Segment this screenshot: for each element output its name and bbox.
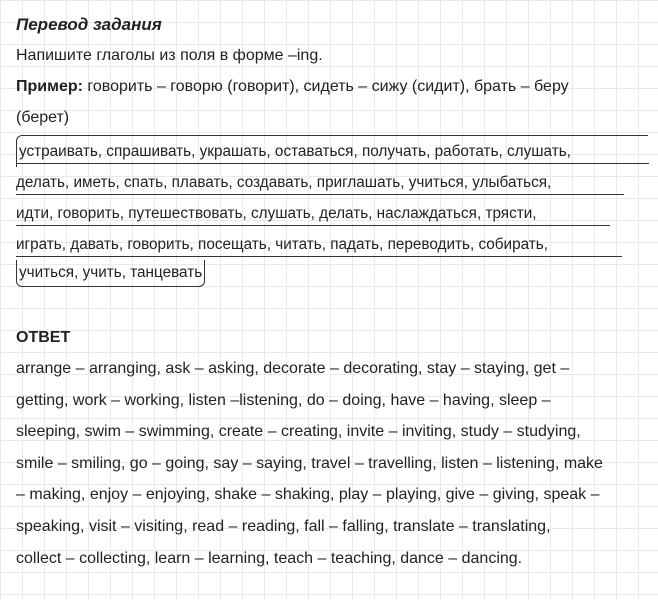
word-box-line: идти, говорить, путешествовать, слушать, делать, наслаждаться, трясти, xyxy=(16,198,648,229)
answer-line: collect – collecting, learn – learning, teach – teaching, dance – dancing. xyxy=(16,549,523,567)
example-text: говорить – говорю (говорит), сидеть – сижу (сидит), брать – беру xyxy=(82,78,569,95)
example-label: Пример: xyxy=(16,78,83,95)
word-box-line: делать, иметь, спать, плавать, создавать, приглашать, учиться, улыбаться, xyxy=(16,167,648,198)
document-page xyxy=(16,10,652,574)
example-line-continued: (берет) xyxy=(16,109,70,126)
word-box xyxy=(16,135,648,287)
answer-line: speaking, visit – visiting, read – reading, fall – falling, translate – translating, xyxy=(16,517,551,535)
answer-heading: ОТВЕТ xyxy=(16,329,71,346)
answer-body xyxy=(16,353,652,574)
word-box-line: устраивать, спрашивать, украшать, оставаться, получать, работать, слушать, xyxy=(16,135,648,167)
answer-line: arrange – arranging, ask – asking, decorate – decorating, stay – staying, get – xyxy=(16,360,570,377)
word-box-line: играть, давать, говорить, посещать, читать, падать, переводить, собирать, xyxy=(16,229,648,260)
translation-heading: Перевод задания xyxy=(16,15,162,34)
answer-line: – making, enjoy – enjoying, shake – shaking, play – playing, give – giving, speak – xyxy=(16,486,600,504)
instruction-text: Напишите глаголы из поля в форме –ing. xyxy=(16,47,323,64)
answer-line: sleeping, swim – swimming, create – creating, invite – inviting, study – studying, xyxy=(16,423,581,441)
answer-line: smile – smiling, go – going, say – saying, travel – travelling, listen – listening, make xyxy=(16,454,603,472)
example-line xyxy=(16,71,652,102)
word-box-line: учиться, учить, танцевать xyxy=(16,260,205,287)
answer-line: getting, work – working, listen –listening, do – doing, have – having, sleep – xyxy=(16,391,551,409)
